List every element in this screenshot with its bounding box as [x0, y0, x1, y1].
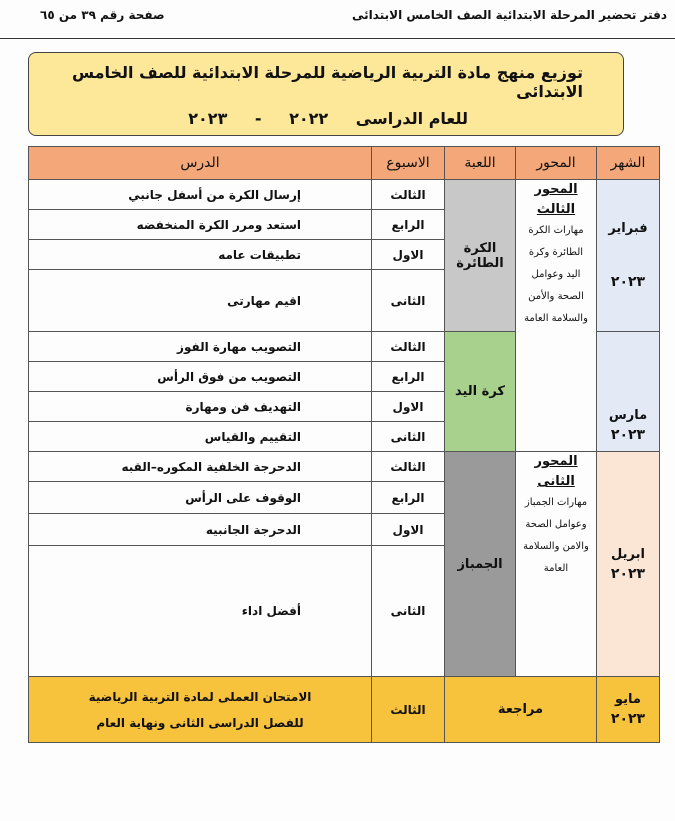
- document-title-box: [28, 52, 624, 136]
- month-name: فبراير: [608, 221, 648, 236]
- page-header: [0, 0, 675, 39]
- week-cell: الثالث: [372, 452, 445, 482]
- lesson-cell: الدحرجة الجانبيه: [29, 514, 372, 546]
- year-separator: -: [254, 109, 262, 128]
- week-cell: الاول: [372, 392, 445, 422]
- header-lesson: الدرس: [29, 147, 372, 180]
- week-cell: الثالث: [372, 677, 445, 743]
- document-title: توزيع منهج مادة التربية الرياضية للمرحلة الابتدائية للصف الخامس الابتدائى: [71, 63, 583, 101]
- month-cell-may: [597, 677, 660, 743]
- week-cell: الاول: [372, 240, 445, 270]
- curriculum-table: [28, 146, 660, 743]
- lesson-cell: التصويب مهارة الفوز: [29, 332, 372, 362]
- month-name: مايو: [615, 692, 641, 707]
- lesson-cell: التهديف فن ومهارة: [29, 392, 372, 422]
- notebook-title: دفتر تحضير المرحلة الابتدائية الصف الخامس الابتدائى: [352, 8, 667, 22]
- week-cell: الاول: [372, 514, 445, 546]
- month-cell-feb: [597, 180, 660, 332]
- month-cell-mar: [597, 332, 660, 452]
- lesson-cell: التقييم والقياس: [29, 422, 372, 452]
- header-week: الاسبوع: [372, 147, 445, 180]
- axis-title: المحور الثالث: [534, 182, 578, 217]
- year-label: للعام الدراسى: [355, 109, 468, 128]
- lesson-cell: الوقوف على الرأس: [29, 482, 372, 514]
- month-year: ٢٠٢٣: [610, 427, 646, 443]
- year-start: ٢٠٢٢: [289, 109, 329, 128]
- table-row: [29, 452, 660, 482]
- week-cell: الرابع: [372, 210, 445, 240]
- axis-two-cell: [516, 452, 597, 677]
- page-number: صفحة رقم ٣٩ من ٦٥: [40, 8, 165, 22]
- week-cell: الثالث: [372, 180, 445, 210]
- week-cell: الثالث: [372, 332, 445, 362]
- axis-description: مهارات الكرة الطائرة وكرة اليد وعوامل الصحة والأمن والسلامة العامة: [524, 225, 588, 324]
- academic-year: [29, 109, 623, 128]
- week-cell: الرابع: [372, 362, 445, 392]
- month-name: مارس: [608, 408, 648, 423]
- header-axis: المحور: [516, 147, 597, 180]
- header-month: الشهر: [597, 147, 660, 180]
- lesson-cell: تطبيقات عامه: [29, 240, 372, 270]
- month-name: ابريل: [611, 546, 645, 562]
- year-end: ٢٠٢٣: [188, 109, 228, 128]
- axis-three-cell: [516, 180, 597, 452]
- table-row: [29, 180, 660, 210]
- axis-title: المحور الثانى: [534, 454, 578, 489]
- month-year: ٢٠٢٣: [610, 274, 646, 290]
- axis-description: مهارات الجمباز وعوامل الصحة والامن والسلامة العامة: [523, 497, 589, 574]
- lesson-cell: الامتحان العملى لمادة التربية الرياضية للفصل الدراسى الثانى ونهاية العام: [29, 677, 372, 743]
- lesson-cell: التصويب من فوق الرأس: [29, 362, 372, 392]
- lesson-cell: استعد ومرر الكرة المنخفضه: [29, 210, 372, 240]
- lesson-cell: اقيم مهارتى: [29, 270, 372, 332]
- lesson-cell: الدحرجة الخلفية المكوره–القبه: [29, 452, 372, 482]
- week-cell: الثانى: [372, 422, 445, 452]
- game-volleyball: الكرة الطائرة: [445, 180, 516, 332]
- game-gymnastics: الجمباز: [445, 452, 516, 677]
- week-cell: الرابع: [372, 482, 445, 514]
- review-row: [29, 677, 660, 743]
- month-cell-apr: [597, 452, 660, 677]
- table-header-row: [29, 147, 660, 180]
- month-year: ٢٠٢٣: [610, 565, 646, 582]
- week-cell: الثانى: [372, 270, 445, 332]
- lesson-cell: إرسال الكرة من أسفل جانبي: [29, 180, 372, 210]
- game-handball: كرة اليد: [445, 332, 516, 452]
- review-label: مراجعة: [445, 677, 597, 743]
- lesson-cell: أفضل اداء: [29, 546, 372, 677]
- month-year: ٢٠٢٣: [610, 711, 646, 727]
- header-game: اللعبة: [445, 147, 516, 180]
- week-cell: الثانى: [372, 546, 445, 677]
